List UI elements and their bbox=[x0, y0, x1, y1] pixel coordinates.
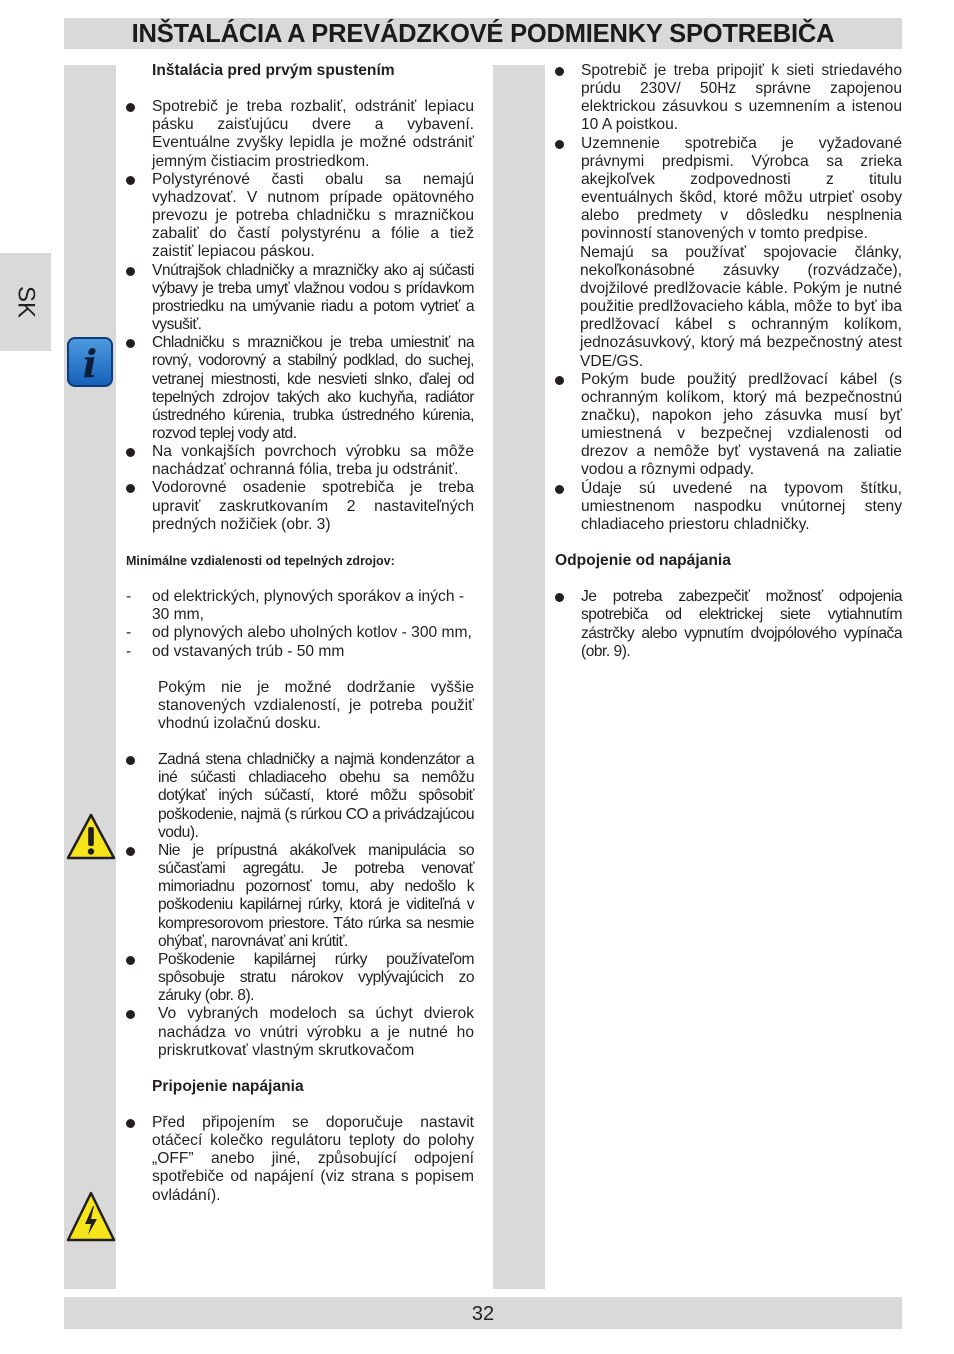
warning-bullet: Nie je prípustná akákoľvek manipulácia so súčasťami agregátu. Je potreba venovať mimoriadnu pozornosť tomu, aby nedošlo k poškodeniu kapilárnej rúrky, ktorá je viditeľná v kompresorovom priestore. Táto rúrka sa nesmie ohýbať, narovnávať ani krútiť. bbox=[126, 842, 474, 951]
language-tab bbox=[0, 253, 51, 351]
info-icon bbox=[66, 336, 114, 388]
warning-triangle-icon bbox=[66, 812, 116, 862]
distances-heading: Minimálne vzdialenosti od tepelných zdrojov: bbox=[126, 553, 395, 568]
page-number: 32 bbox=[471, 1303, 495, 1325]
power-bullet: Pokým bude použitý predlžovací kábel (s ochranným kolíkom, ktorý má bezpečnostnú značku), napokon jeho zásuvka musí byť umiestnená v bezpečnej vzdialenosti od drezov a nemôže byť vystavená na zaliatie vodou a rôznymi odpady. bbox=[555, 371, 902, 480]
power-note: Nemajú sa používať spojovacie články, nekoľkonásobné zásuvky (rozvádzače), dvojžilové predlžovacie káble. Pokým je nutné použitie predlžovacieho kábla, môže to byť iba predlžovací kábel s ochranným kolíkom, jednozásuvkový, ktorý má bezpečnostný atest VDE/GS. bbox=[580, 243, 902, 370]
distance-item: - od elektrických, plynových sporákov a iných - 30 mm, bbox=[126, 588, 474, 624]
power-heading: Pripojenie napájania bbox=[152, 1077, 304, 1095]
page-title: INŠTALÁCIA A PREVÁDZKOVÉ PODMIENKY SPOTREBIČA bbox=[131, 20, 835, 48]
power-bullet: Uzemnenie spotrebiča je vyžadované právnymi predpismi. Výrobca sa zrieka akejkoľvek zodpovednosti z titulu eventuálnych škôd, ktoré môžu utrpieť osoby alebo predmety v dôsledku nesplnenia povinností stanovených v tomto predpise. bbox=[555, 135, 902, 244]
distance-item: - od plynových alebo uholných kotlov - 300 mm, bbox=[126, 624, 474, 642]
footer-bar bbox=[64, 1297, 902, 1329]
install-bullet: Chladničku s mrazničkou je treba umiestniť na rovný, vodorovný a stabilný podklad, do suchej, vetranej miestnosti, kde nesvieti slnko, ďalej od tepelných zdrojov takých ako kuchyňa, radiátor ústredného kúrenia, trubka ústredného kúrenia, rozvod teplej vody atd. bbox=[126, 334, 474, 443]
disconnect-bullet: Je potreba zabezpečiť možnosť odpojenia spotrebiča od elektrickej siete vytiahnutím zástrčky alebo vypnutím dvojpólového vypínača (obr. 9). bbox=[555, 588, 902, 661]
header-bar bbox=[64, 18, 902, 49]
install-bullet: Vnútrajšok chladničky a mrazničky ako aj súčasti výbavy je treba umyť vlažnou vodou s prídavkom prostriedku na umývanie riadu a potom vytrieť a vysušiť. bbox=[126, 262, 474, 335]
disconnect-heading: Odpojenie od napájania bbox=[555, 552, 731, 570]
warning-bullet: Zadná stena chladničky a najmä kondenzátor a iné súčasti chladiaceho obehu sa nemôžu dotýkať iných súčastí, ktoré môžu spôsobiť poškodenie, najmä (s rúrkou CO a privádzajúcou vodu). bbox=[126, 751, 474, 842]
install-bullet: Na vonkajších povrchoch výrobku sa môže nachádzať ochranná fólia, treba ju odstrániť. bbox=[126, 443, 474, 479]
column-divider-bar bbox=[493, 65, 545, 1289]
install-bullet: Vodorovné osadenie spotrebiča je treba upraviť zaskrutkovaním 2 nastaviteľných predných nožičiek (obr. 3) bbox=[126, 479, 474, 533]
install-bullet: Spotrebič je treba rozbaliť, odstrániť lepiacu pásku zaisťujúcu dvere a vybavení. Eventuálne zvyšky lepidla je možné odstrániť jemným čistiacim prostriedkom. bbox=[126, 98, 474, 171]
svg-text:i: i bbox=[82, 341, 98, 386]
icon-column bbox=[64, 65, 116, 1289]
language-label: SK bbox=[12, 285, 40, 318]
install-heading: Inštalácia pred prvým spustením bbox=[152, 62, 395, 79]
power-bullet: Před připojením se doporučuje nastavit otáčecí kolečko regulátoru teploty do polohy „OFF” anebo jiné, způsobující odpojení spotřebiče od napájení (viz strana s popisem ovládání). bbox=[126, 1114, 474, 1205]
warning-bullet: Poškodenie kapilárnej rúrky používateľom spôsobuje stratu nárokov vyplývajúcich zo záruky (obr. 8). bbox=[126, 951, 474, 1005]
electric-hazard-icon bbox=[66, 1190, 116, 1244]
left-column bbox=[126, 62, 474, 1205]
warning-bullet: Vo vybraných modeloch sa úchyt dvierok nachádza vo vnútri výrobku a je nutné ho priskrutkovať vlastným skrutkovačom bbox=[126, 1005, 474, 1059]
distances-note: Pokým nie je možné dodržanie vyššie stanovených vzdialeností, je potreba použiť vhodnú izolačnú dosku. bbox=[158, 678, 474, 732]
install-bullet: Polystyrénové časti obalu sa nemajú vyhadzovať. V nutnom prípade opätovného prevozu je potreba chladničku s mrazničkou zabaliť do častí polystyrénu a fólie a tiež zaistiť lepiacou páskou. bbox=[126, 171, 474, 262]
right-column bbox=[555, 62, 902, 661]
power-bullet: Údaje sú uvedené na typovom štítku, umiestnenom naspodku vnútornej steny chladiaceho priestoru chladničky. bbox=[555, 480, 902, 534]
power-bullet: Spotrebič je treba pripojiť k sieti striedavého prúdu 230V/ 50Hz správne zapojenou elektrickou zásuvkou s uzemnením a istenou 10 A poistkou. bbox=[555, 62, 902, 135]
distance-item: - od vstavaných trúb - 50 mm bbox=[126, 643, 474, 661]
